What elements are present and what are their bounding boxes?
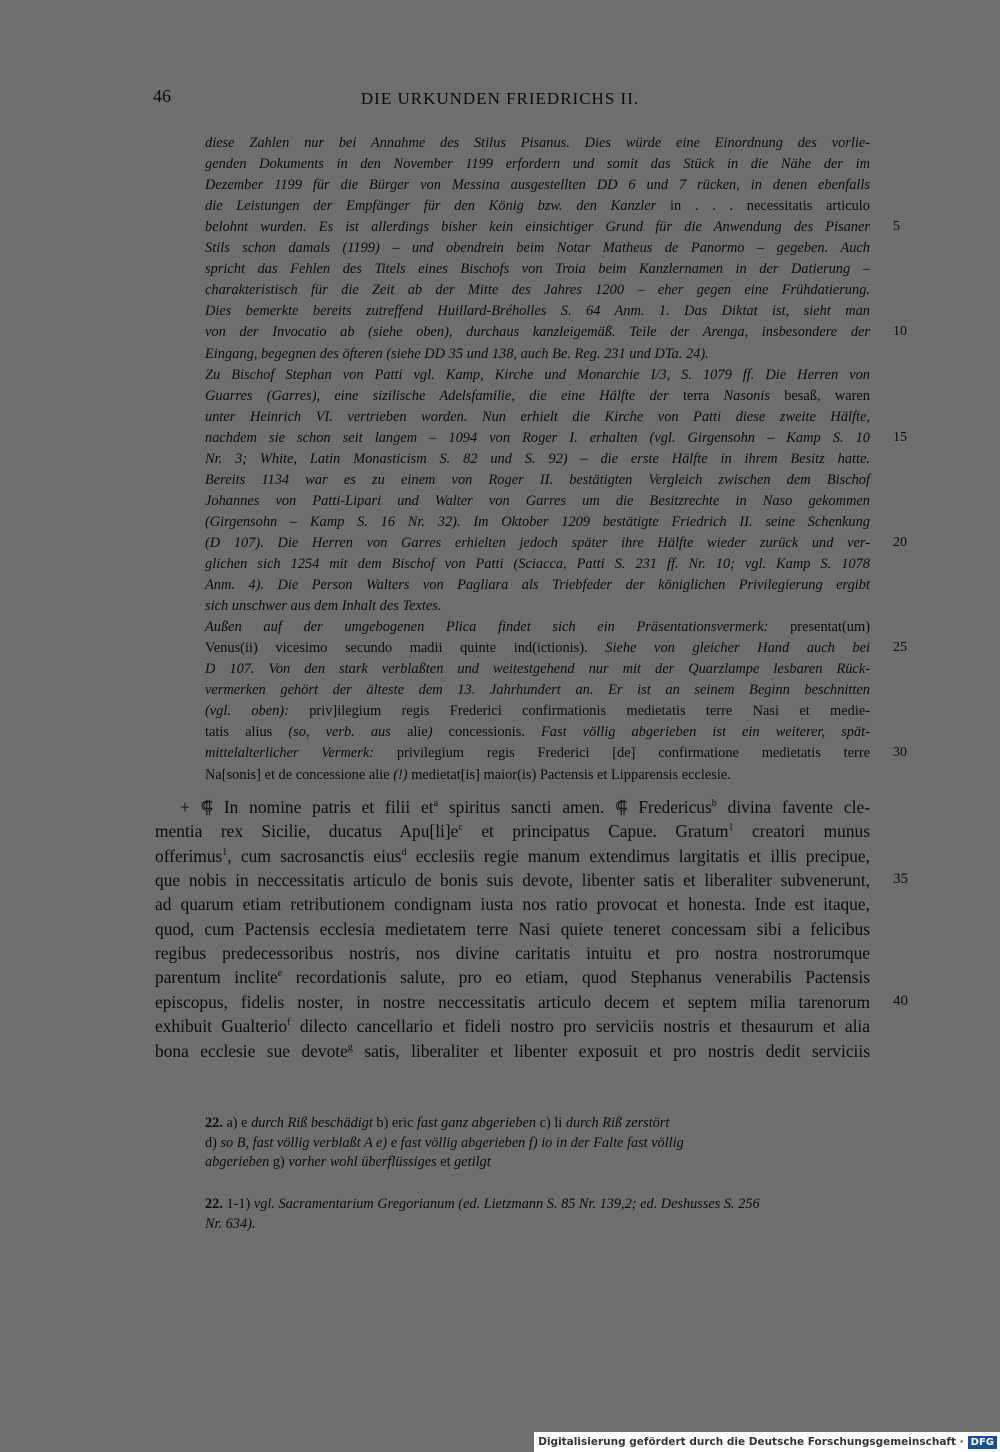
commentary-line — [205, 743, 870, 764]
commentary-line — [205, 491, 870, 512]
line-number: 25 — [893, 640, 907, 656]
commentary-segment: D 107. Von den stark verblaßten und weitestgehend nur mit der Quarzlampe lesbaren Rück- — [205, 661, 870, 678]
commentary-segment: medietat[is] maior(is) Pactensis et Lipparensis ecclesie. — [411, 766, 731, 783]
commentary-segment: Dies bemerkte bereits zutreffend Huillard-Bréholles S. 64 Anm. 1. Das Diktat ist, sieht man — [205, 303, 870, 320]
main-text-line — [155, 1039, 870, 1063]
commentary-segment: unter Heinrich VI. vertrieben worden. Nun erhielt die Kirche von Patti diese zweite Hälfte, — [205, 408, 870, 425]
commentary-line — [205, 575, 870, 596]
main-text-segment: creatori munus — [733, 821, 870, 842]
footnote-segment: in der Falte fast völlig — [555, 1134, 684, 1151]
footnote-marker: 1 — [222, 846, 228, 858]
commentary-segment: Zu Bischof Stephan von Patti vgl. Kamp, Kirche und Monarchie I/3, S. 1079 ff. Die Herren von — [205, 366, 870, 383]
main-text-segment: ecclesiis regie manum extendimus largitatis et illis precipue, — [406, 845, 870, 866]
commentary-segment: diese Zahlen nur bei Annahme des Stilus Pisanus. Dies würde eine Einordnung des vorlie- — [205, 135, 870, 151]
main-text-line — [155, 917, 870, 941]
line-number: 40 — [893, 992, 908, 1009]
commentary-segment: Johannes von Patti-Lipari und Walter von Garres um die Besitzrechte in Naso gekommen — [205, 492, 870, 509]
commentary-segment: terra — [682, 387, 710, 404]
commentary-line — [205, 280, 870, 301]
dfg-logo: DFG — [967, 1435, 998, 1450]
footnote-marker: b — [711, 798, 717, 810]
commentary-segment: genden Dokuments in den November 1199 erfordern und somit das Stück in die Nähe der im — [205, 156, 870, 173]
commentary-segment: concessionis. — [448, 724, 525, 741]
footnote-marker: f — [287, 1017, 291, 1029]
main-text-segment: recordationis salute, pro eo etiam, quod Stephanus venerabilis Pactensis — [282, 967, 870, 988]
main-text-line — [180, 795, 870, 819]
footnote-segment: f) io — [525, 1134, 556, 1151]
commentary-segment: (Girgensohn – Kamp S. 16 Nr. 32). Im Oktober 1209 bestätigte Friedrich II. seine Schenkung — [205, 513, 870, 530]
main-text-segment: satis, liberaliter et libenter exposuit et pro nostris dedit serviciis — [352, 1040, 870, 1061]
footnote-segment: 22. — [205, 1115, 223, 1131]
commentary-segment: (vgl. oben): — [205, 703, 310, 720]
commentary-line — [205, 301, 870, 322]
main-text-segment: quod, cum Pactensis ecclesia medietatem terre Nasi quiete teneret concessam sibi a felicibus — [155, 918, 870, 939]
commentary-segment: sich unschwer aus dem Inhalt des Textes. — [205, 598, 442, 615]
footnote-segment: getilgt — [454, 1154, 491, 1170]
footnote-line — [205, 1134, 684, 1153]
commentary-segment: Bereits 1134 war es zu einem von Roger II. bestätigten Vergleich zwischen dem Bischof — [205, 471, 870, 488]
commentary-line — [205, 322, 870, 343]
footnote-line — [205, 1215, 255, 1234]
commentary-line — [205, 365, 870, 386]
line-number: 30 — [893, 745, 907, 761]
footnote-segment: b) eric — [372, 1115, 417, 1131]
credit-text: Digitalisierung gefördert durch die Deutsche Forschungsgemeinschaft · — [538, 1436, 964, 1448]
commentary-segment: Anm. 4). Die Person Walters von Pagliara als Triebfeder der königlichen Privilegierung ergibt — [205, 577, 870, 594]
line-number: 5 — [893, 219, 900, 235]
commentary-segment: ) — [427, 724, 449, 741]
commentary-line — [205, 596, 870, 617]
commentary-segment: Nasonis — [709, 387, 770, 404]
footnote-segment: vgl. Sacramentarium Gregorianum (ed. Lietzmann S. 85 Nr. 139,2; ed. Deshusses S. 256 — [253, 1196, 760, 1212]
commentary-line — [205, 659, 870, 680]
main-text-segment: et principatus Capue. Gratum — [462, 821, 729, 842]
commentary-line — [205, 533, 870, 554]
footnote-segment: durch Riß zerstört — [565, 1115, 670, 1131]
commentary-line — [205, 428, 870, 449]
commentary-line — [205, 407, 870, 428]
commentary-line — [205, 554, 870, 575]
commentary-segment: Dezember 1199 für die Bürger von Messina ausgestellten DD 6 und 7 rücken, in denen ebenfalls — [205, 177, 870, 194]
main-text-line — [155, 990, 870, 1014]
commentary-segment: presentat(um) — [790, 619, 870, 636]
footnote-segment: d) — [205, 1134, 221, 1151]
main-text-segment: mentia rex Sicilie, ducatus Apu[li]e — [155, 821, 459, 842]
commentary-segment: (!) — [389, 766, 412, 783]
commentary-line — [205, 449, 870, 470]
footnote-marker: c — [458, 822, 463, 834]
footnote-segment: vorher wohl überflüssiges — [288, 1154, 437, 1170]
footnote-segment: 22. — [205, 1196, 223, 1212]
footnote-segment: abgerieben — [205, 1154, 270, 1170]
main-text-segment: , cum sacrosanctis eius — [227, 845, 402, 866]
commentary-segment: Außen auf der umgebogenen Plica findet sich ein Präsentationsvermerk: — [205, 619, 791, 636]
commentary-segment: (so, verb. aus — [272, 724, 407, 741]
main-text-line — [155, 819, 870, 843]
commentary-line — [205, 680, 870, 701]
commentary-segment: Siehe von gleicher Hand auch bei — [587, 640, 870, 657]
commentary-line — [205, 217, 870, 238]
commentary-segment: Stils schon damals (1199) – und obendrein beim Notar Matheus de Panormo – gegeben. Auch — [205, 240, 870, 257]
main-text-segment: bona ecclesie sue devote — [155, 1040, 348, 1061]
commentary-segment: besaß, waren — [769, 387, 870, 404]
main-text-segment: dilecto cancellario et fideli nostro pro serviciis nostris et thesaurum et alia — [290, 1016, 870, 1037]
commentary-line — [205, 133, 870, 154]
line-number: 35 — [893, 871, 908, 888]
footnote-marker: 1 — [728, 822, 734, 834]
commentary-segment: von der Invocatio ab (siehe oben), durchaus kanzleigemäß. Teile der Arenga, insbesondere der — [205, 324, 870, 341]
commentary-segment: Na[sonis] et de concessione alie — [205, 766, 390, 783]
main-text-line — [155, 892, 870, 916]
commentary-segment: die Leistungen der Empfänger für den König bzw. den Kanzler — [205, 198, 670, 215]
commentary-line — [205, 765, 870, 786]
footnote-segment: fast ganz abgerieben — [416, 1115, 537, 1131]
main-text-segment: offerimus — [155, 845, 223, 866]
footnote-marker: d — [401, 846, 407, 858]
commentary-line — [205, 238, 870, 259]
commentary-line — [205, 196, 870, 217]
footnote-marker: e — [277, 968, 283, 980]
commentary-line — [205, 386, 870, 407]
commentary-segment: priv]ilegium regis Frederici confirmationis medietatis terre Nasi et medie- — [309, 703, 871, 720]
footnote-segment: g) — [269, 1154, 289, 1170]
main-text-segment: exhibuit Gualterio — [155, 1016, 288, 1037]
commentary-line — [205, 722, 870, 743]
main-text-line — [155, 941, 870, 965]
commentary-line — [205, 701, 870, 722]
commentary-line — [205, 259, 870, 280]
main-text-line — [155, 844, 870, 868]
running-head: DIE URKUNDEN FRIEDRICHS II. — [360, 89, 640, 108]
footnote-line — [205, 1195, 760, 1214]
footnote-marker: g — [347, 1041, 353, 1053]
main-text-segment: que nobis in neccessitatis articulo de bonis suis devote, libenter satis et liberaliter subvenerunt, — [155, 870, 870, 891]
commentary-segment: Eingang, begegnen des öfteren (siehe DD 35 und 138, auch Be. Reg. 231 und DTa. 24). — [205, 345, 709, 362]
commentary-segment: tatis alius — [205, 724, 273, 741]
commentary-line — [205, 638, 870, 659]
commentary-segment: Guarres (Garres), eine sizilische Adelsfamilie, die eine Hälfte der — [205, 387, 683, 404]
commentary-line — [205, 154, 870, 175]
commentary-segment: vermerken gehört der älteste dem 13. Jahrhundert an. Er ist an seinem Beginn beschnitten — [205, 682, 870, 699]
footnote-segment: c) li — [536, 1115, 566, 1131]
footnote-segment: 1-1) — [222, 1196, 254, 1212]
commentary-segment: in . . . necessitatis articulo — [669, 198, 870, 215]
main-text-segment: ad quarum etiam retributionem condignam iusta nos ratio provocat et honesta. Inde est itaque, — [155, 894, 870, 915]
commentary-line — [205, 175, 870, 196]
line-number: 20 — [893, 534, 907, 550]
commentary-segment: charakteristisch für die Zeit ab der Mitte des Jahres 1200 – eher gegen eine Frühdatierung. — [205, 282, 870, 299]
commentary-segment: (D 107). Die Herren von Garres erhielten jedoch später ihre Hälfte wieder zurück und ver- — [205, 534, 870, 551]
commentary-line — [205, 344, 870, 365]
page-number: 46 — [153, 86, 171, 106]
commentary-line — [205, 617, 870, 638]
digitization-credit — [534, 1432, 1000, 1452]
main-text-line — [155, 965, 870, 989]
commentary-segment: privilegium regis Frederici [de] confirmatione medietatis terre — [396, 745, 870, 762]
commentary-segment: Nr. 3; White, Latin Monasticism S. 82 und S. 92) – die erste Hälfte in ihrem Besitz hatte. — [205, 450, 870, 467]
main-text-segment: divina favente cle- — [716, 797, 870, 817]
commentary-line — [205, 512, 870, 533]
footnote-segment: et — [436, 1154, 455, 1170]
main-text-segment: parentum inclite — [155, 967, 278, 988]
commentary-segment: mittelalterlicher Vermerk: — [205, 745, 397, 762]
footnote-line — [205, 1153, 491, 1172]
main-text-segment: + ⸿ In nomine patris et filii et — [180, 797, 434, 817]
commentary-segment: Venus(ii) vicesimo secundo madii quinte ind(ictionis). — [205, 640, 588, 657]
commentary-segment: Fast völlig abgerieben ist ein weiterer, spät- — [524, 724, 870, 741]
main-text-line — [155, 868, 870, 892]
footnote-segment: so B, fast völlig verblaßt A — [220, 1134, 373, 1151]
commentary-segment: alie — [406, 724, 428, 741]
footnote-segment: durch Riß beschädigt — [251, 1115, 373, 1131]
footnote-segment: e) e — [372, 1134, 401, 1151]
main-text-segment: spiritus sancti amen. ⸿ Fredericus — [438, 797, 712, 817]
footnote-segment: Nr. 634). — [205, 1215, 256, 1232]
main-text-segment: regibus predecessoribus nostris, nos divine caritatis intuitu et pro nostra nostrorumque — [155, 943, 870, 964]
footnote-marker: a — [433, 798, 439, 810]
commentary-line — [205, 470, 870, 491]
footnote-line — [205, 1114, 669, 1133]
footnote-segment: fast völlig abgerieben — [400, 1134, 526, 1151]
commentary-segment: nachdem sie schon seit langem – 1094 von Roger I. erhalten (vgl. Girgensohn – Kamp S. 10 — [205, 429, 870, 446]
main-text-segment: episcopus, fidelis noster, in nostre neccessitatis articulo decem et septem milia tarenorum — [155, 991, 870, 1012]
line-number: 15 — [893, 429, 907, 445]
main-text-line — [155, 1014, 870, 1038]
commentary-segment: spricht das Fehlen des Titels eines Bischofs von Troia beim Kanzlernamen in der Datierung – — [205, 261, 870, 278]
footnote-segment: a) e — [222, 1115, 252, 1131]
commentary-segment: belohnt wurden. Es ist allerdings bisher kein einsichtiger Grund für die Anwendung des Pisaner — [205, 219, 870, 236]
line-number: 10 — [893, 324, 907, 340]
commentary-segment: glichen sich 1254 mit dem Bischof von Patti (Sciacca, Patti S. 231 ff. Nr. 10; vgl. Kamp S. 1078 — [205, 556, 870, 572]
